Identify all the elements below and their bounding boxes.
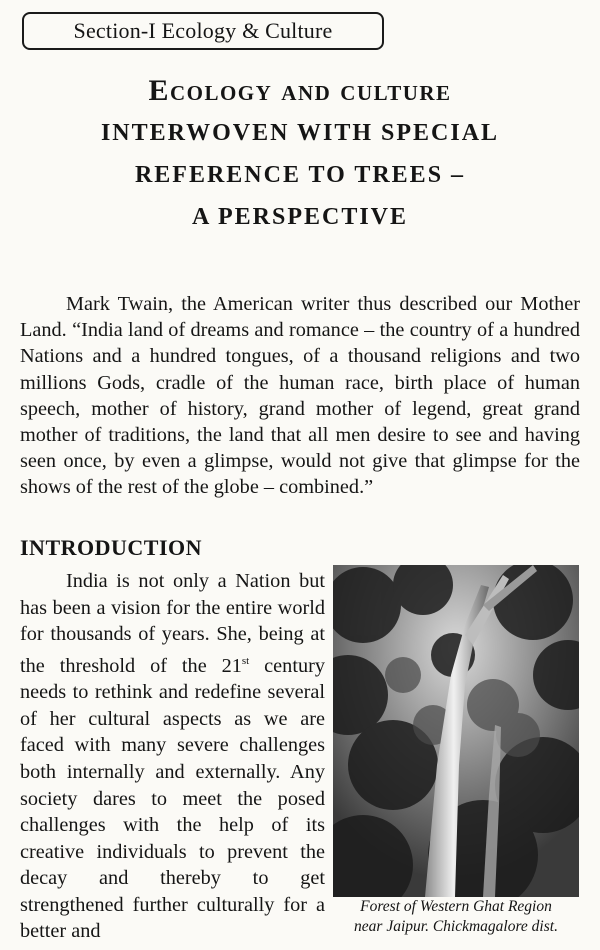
forest-photo-image <box>333 565 579 897</box>
article-title <box>0 70 600 238</box>
section-label-text: Section-I Ecology & Culture <box>73 18 333 43</box>
section-label <box>22 12 384 50</box>
title-line-2: INTERWOVEN WITH SPECIAL <box>100 120 500 146</box>
forest-photo <box>333 565 579 897</box>
mark-twain-quote-paragraph: Mark Twain, the American writer thus described our Mother Land. “India land of dreams and romance – the country of a hundred Nations and a hundred tongues, of a thousand religions and two millions Gods, cradle of the human race, birth place of human speech, mother of history, grand mother of legend, great grand mother of traditions, the land that all men desire to see and having seen once, by even a glimpse, would not give that glimpse for the shows of the rest of the globe – combined.” <box>20 293 580 499</box>
introduction-text-end: century needs to rethink and redefine several of her cultural aspects as we are faced with many severe challenges both internally and externally. Any society dares to meet the posed challenges with the help of its creative individuals to prevent the decay and thereby to get strengthened further culturally for a better and <box>20 654 325 943</box>
introduction-text-start: India is not only a Nation but has been a vision for the entire world for thousands of years. She, being at the threshold of the 21 <box>20 570 325 677</box>
introduction-heading: INTRODUCTION <box>20 535 203 560</box>
ordinal-superscript: st <box>241 654 250 667</box>
title-line-1: Ecology and culture <box>148 74 452 107</box>
title-line-4: A PERSPECTIVE <box>191 204 409 230</box>
photo-caption-line-2: near Jaipur. Chickmagalore dist. <box>354 918 558 935</box>
photo-caption-line-1: Forest of Western Ghat Region <box>360 898 552 915</box>
title-line-3: REFERENCE TO TREES – <box>134 162 466 188</box>
photo-caption <box>336 897 576 937</box>
introduction-paragraph <box>20 568 325 945</box>
